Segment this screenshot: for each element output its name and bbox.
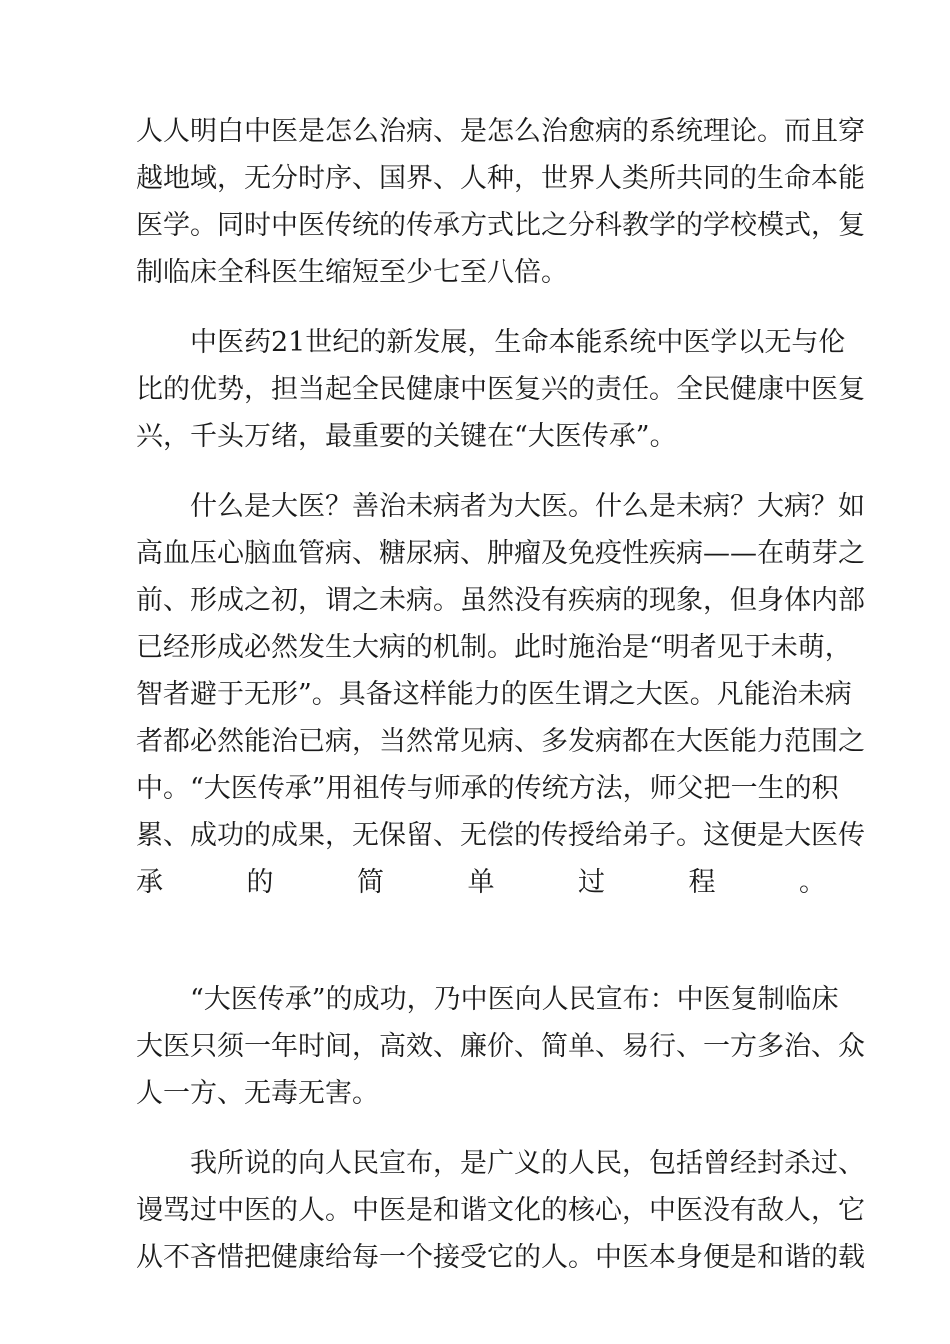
text-line: 什么是大医？善治未病者为大医。什么是未病？大病？如: [190, 491, 865, 522]
text-line: 者都必然能治已病，当然常见病、多发病都在大医能力范围之: [136, 726, 865, 757]
paragraph-spacing: [136, 460, 826, 483]
text-line: 越地域，无分时序、国界、人种，世界人类所共同的生命本能: [136, 163, 865, 194]
text-line: 我所说的向人民宣布，是广义的人民，包括曾经封杀过、: [190, 1148, 865, 1179]
text-line: 比的优势，担当起全民健康中医复兴的责任。全民健康中医复: [136, 374, 865, 405]
paragraph: [136, 1140, 865, 1281]
paragraph: [136, 483, 865, 953]
text-line: 智者避于无形”。具备这样能力的医生谓之大医。凡能治未病: [136, 679, 852, 710]
text-line: 累、成功的成果，无保留、无偿的传授给弟子。这便是大医传: [136, 820, 865, 851]
paragraph-spacing: [136, 1117, 826, 1140]
text-line: 人一方、无毒无害。: [136, 1078, 379, 1109]
paragraph-spacing: [136, 296, 826, 319]
text-line: 高血压心脑血管病、糖尿病、肿瘤及免疫性疾病——在萌芽之: [136, 538, 865, 569]
text-line: 兴，千头万绪，最重要的关键在“大医传承”。: [136, 421, 677, 452]
paragraph: [136, 108, 865, 296]
text-line: 大医只须一年时间，高效、廉价、简单、易行、一方多治、众: [136, 1031, 865, 1062]
text-line: 前、形成之初，谓之未病。虽然没有疾病的现象，但身体内部: [136, 585, 865, 616]
text-line: 中。“大医传承”用祖传与师承的传统方法，师父把一生的积: [136, 773, 839, 804]
text-line: 制临床全科医生缩短至少七至八倍。: [136, 257, 568, 288]
text-line: 谩骂过中医的人。中医是和谐文化的核心，中医没有敌人，它: [136, 1195, 865, 1226]
text-line: [136, 906, 826, 953]
text-line: 医学。同时中医传统的传承方式比之分科教学的学校模式，复: [136, 210, 865, 241]
text-line: 中医药21世纪的新发展，生命本能系统中医学以无与伦: [190, 327, 846, 358]
body-text: [136, 108, 865, 1281]
text-line: 从不吝惜把健康给每一个接受它的人。中医本身便是和谐的载: [136, 1242, 865, 1273]
text-line: 已经形成必然发生大病的机制。此时施治是“明者见于未萌，: [136, 632, 852, 663]
paragraph: [136, 976, 865, 1117]
text-line: “大医传承”的成功，乃中医向人民宣布：中医复制临床: [190, 984, 839, 1015]
paragraph: [136, 319, 865, 460]
text-line: 承的简单过程。: [136, 867, 826, 898]
paragraph-spacing: [136, 953, 826, 976]
text-line: 人人明白中医是怎么治病、是怎么治愈病的系统理论。而且穿: [136, 116, 865, 147]
